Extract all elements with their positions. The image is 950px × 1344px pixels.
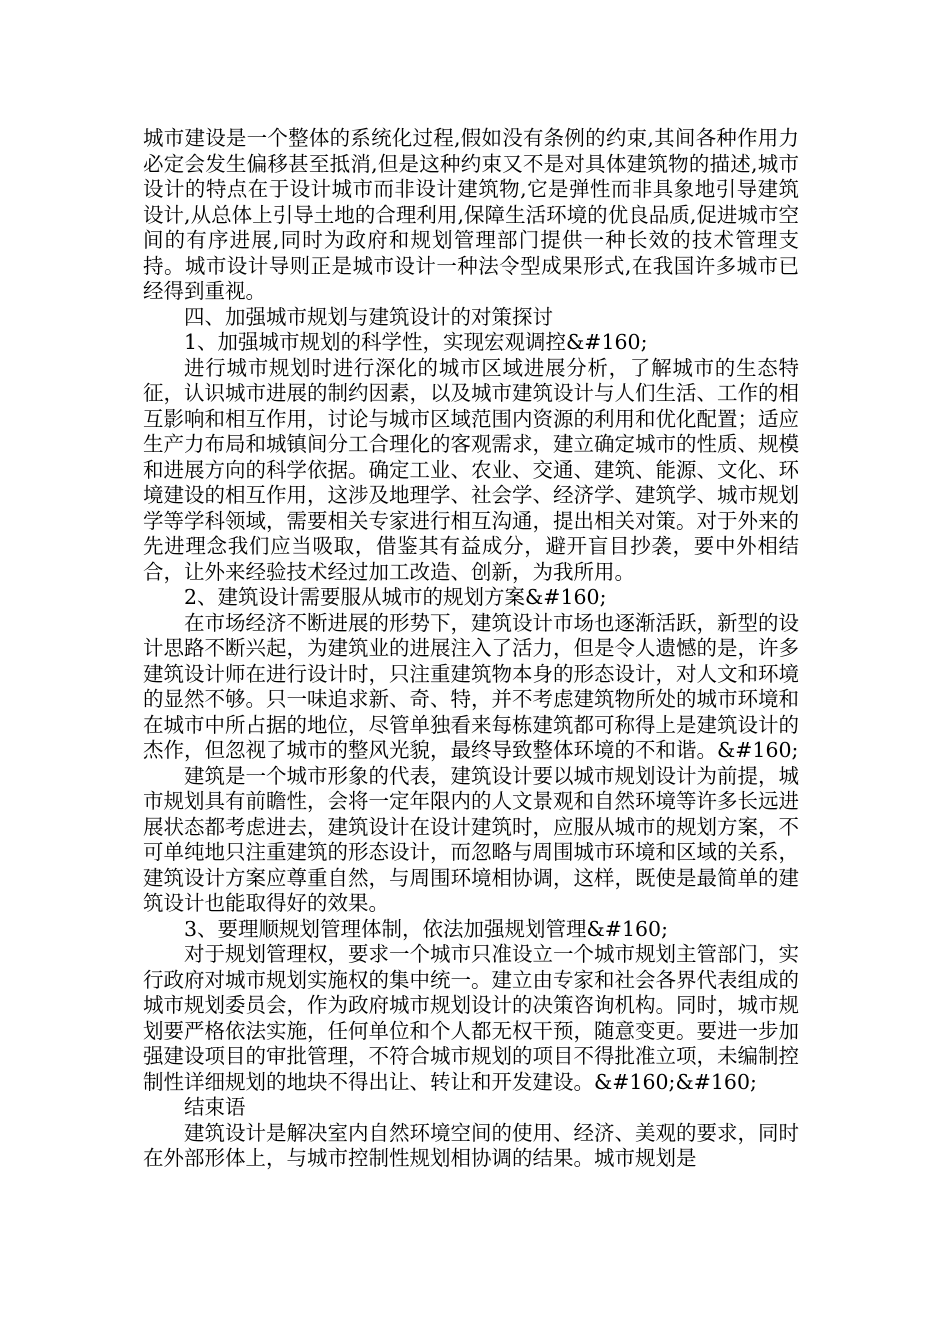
subheading-3: 3、要理顺规划管理体制，依法加强规划管理&#160;: [184, 916, 669, 941]
paragraph-subsection-2a: 在市场经济不断进展的形势下，建筑设计市场也逐渐活跃，新型的设计思路不断兴起，为建筑业的进展注入了活力，但是令人遗憾的是，许多建筑设计师在进行设计时，只注重建筑物本身的形态设计，对人文和环境的显然不够。只一味追求新、奇、特，并不考虑建筑物所处的城市环境和在城市中所占据的地位，尽管单独看来每栋建筑都可称得上是建筑设计的杰作，但忽视了城市的整风光貌，最终导致整体环境的不和谐。&#160;: [143, 610, 799, 762]
subheading-1: 1、加强城市规划的科学性，实现宏观调控&#160;: [184, 330, 648, 354]
subheading-2: 2、建筑设计需要服从城市的规划方案&#160;: [184, 585, 607, 609]
conclusion-heading: 结束语: [184, 1095, 246, 1119]
paragraph-subsection-3: 对于规划管理权，要求一个城市只准设立一个城市规划主管部门，实行政府对城市规划实施权的集中统一。建立由专家和社会各界代表组成的城市规划委员会，作为政府城市规划设计的决策咨询机构。同时，城市规划要严格依法实施，任何单位和个人都无权干预，随意变更。要进一步加强建设项目的审批管理，不符合城市规划的项目不得批准立项，未编制控制性详细规划的地块不得出让、转让和开发建设。&#160;&#160;: [143, 942, 799, 1094]
document-body: [143, 126, 799, 1172]
paragraph-conclusion: 建筑设计是解决室内自然环境空间的使用、经济、美观的要求，同时在外部形体上，与城市控制性规划相协调的结果。城市规划是: [143, 1120, 799, 1170]
paragraph-subsection-2b: 建筑是一个城市形象的代表，建筑设计要以城市规划设计为前提，城市规划具有前瞻性，会将一定年限内的人文景观和自然环境等许多长远进展状态都考虑进去，建筑设计在设计建筑时，应服从城市的规划方案，不可单纯地只注重建筑的形态设计，而忽略与周围城市环境和区域的关系，建筑设计方案应尊重自然，与周围环境相协调，这样，既使是最简单的建筑设计也能取得好的效果。: [143, 763, 799, 915]
section-heading-countermeasures: 四、加强城市规划与建筑设计的对策探讨: [184, 304, 553, 329]
paragraph-subsection-1: 进行城市规划时进行深化的城市区域进展分析，了解城市的生态特征，认识城市进展的制约因素，以及城市建筑设计与人们生活、工作的相互影响和相互作用，讨论与城市区域范围内资源的利用和优化配置；适应生产力布局和城镇间分工合理化的客观需求，建立确定城市的性质、规模和进展方向的科学依据。确定工业、农业、交通、建筑、能源、文化、环境建设的相互作用，这涉及地理学、社会学、经济学、建筑学、城市规划学等学科领域，需要相关专家进行相互沟通，提出相关对策。对于外来的先进理念我们应当吸取，借鉴其有益成分，避开盲目抄袭，要中外相结合，让外来经验技术经过加工改造、创新，为我所用。: [143, 355, 799, 584]
paragraph-intro: 城市建设是一个整体的系统化过程,假如没有条例的约束,其间各种作用力必定会发生偏移甚至抵消,但是这种约束又不是对具体建筑物的描述,城市设计的特点在于设计城市而非设计建筑物,它是弹性而非具象地引导建筑设计,从总体上引导土地的合理利用,保障生活环境的优良品质,促进城市空间的有序进展,同时为政府和规划管理部门提供一种长效的技术管理支持。城市设计导则正是城市设计一种法令型成果形式,在我国许多城市已经得到重视。: [143, 126, 799, 303]
